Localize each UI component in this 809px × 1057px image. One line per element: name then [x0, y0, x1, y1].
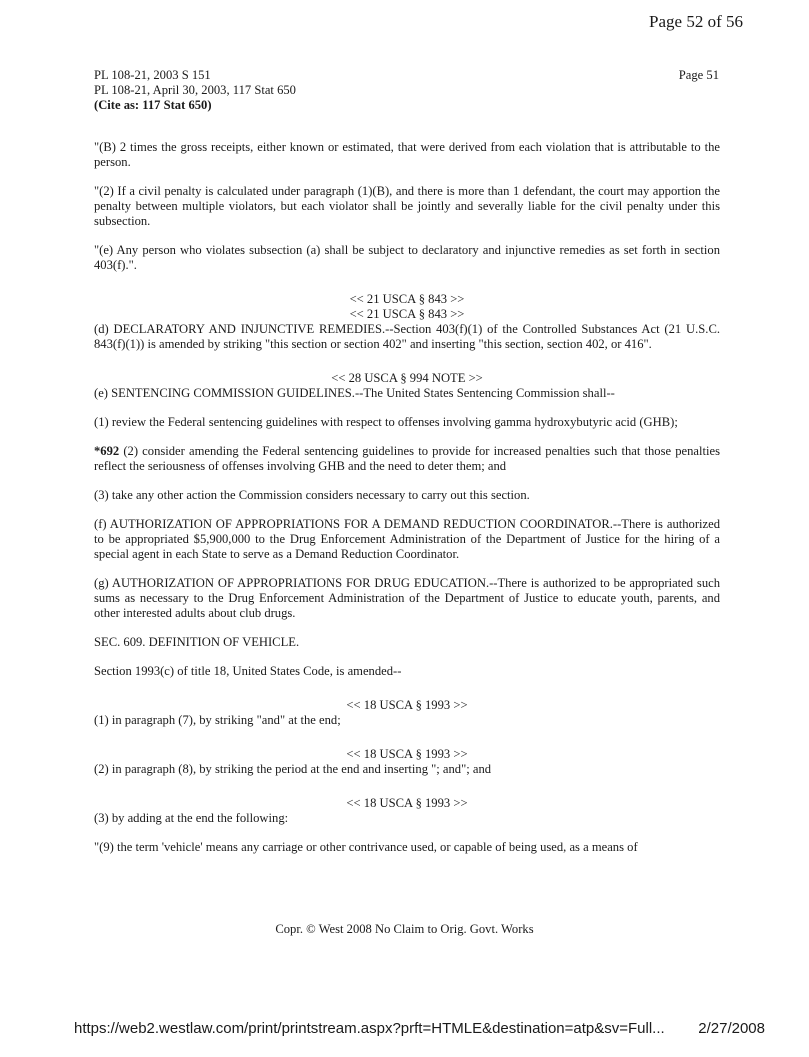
cite-as-line: (Cite as: 117 Stat 650)	[94, 98, 212, 112]
paragraph: (g) AUTHORIZATION OF APPROPRIATIONS FOR DRUG EDUCATION.--There is authorized to be appropriated such sums as necessary to the Drug Enforcement Administration of the Department of Justice to educate youth, parents, and other interested adults about club drugs.	[94, 576, 720, 620]
copyright-footer: Copr. © West 2008 No Claim to Orig. Govt. Works	[275, 922, 534, 936]
paragraph-text: (2) consider amending the Federal sentencing guidelines to provide for increased penalties such that those penalties reflect the seriousness of offenses involving GHB and the need to deter them; and	[94, 444, 720, 473]
paragraph: (f) AUTHORIZATION OF APPROPRIATIONS FOR A DEMAND REDUCTION COORDINATOR.--There is authorized to be appropriated $5,900,000 to the Drug Enforcement Administration of the Department of Justice for the hiring of a special agent in each State to serve as a Demand Reduction Coordinator.	[94, 517, 720, 561]
paragraph: (3) take any other action the Commission considers necessary to carry out this section.	[94, 488, 530, 502]
citation-block	[94, 68, 296, 113]
paragraph: Section 1993(c) of title 18, United States Code, is amended--	[94, 664, 402, 678]
star-page-marker: *692	[94, 444, 120, 458]
usca-reference: << 21 USCA § 843 >>	[349, 292, 465, 306]
print-date: 2/27/2008	[698, 1020, 765, 1037]
page-of-counter: Page 52 of 56	[649, 12, 743, 31]
paragraph: (1) in paragraph (7), by striking "and" at the end;	[94, 713, 341, 727]
paragraph: "(9) the term 'vehicle' means any carriage or other contrivance used, or capable of being used, as a means of	[94, 840, 638, 854]
print-url: https://web2.westlaw.com/print/printstream.aspx?prft=HTMLE&destination=atp&sv=Full...	[74, 1020, 665, 1037]
usca-reference: << 18 USCA § 1993 >>	[346, 796, 468, 810]
document-body	[94, 140, 720, 869]
paragraph: (d) DECLARATORY AND INJUNCTIVE REMEDIES.--Section 403(f)(1) of the Controlled Substances Act (21 U.S.C. 843(f)(1)) is amended by striking "this section or section 402" and inserting "this section, section 402, or 416".	[94, 322, 720, 351]
paragraph: "(B) 2 times the gross receipts, either known or estimated, that were derived from each violation that is attributable to the person.	[94, 140, 720, 169]
paragraph: (3) by adding at the end the following:	[94, 811, 289, 825]
usca-reference: << 21 USCA § 843 >>	[349, 307, 465, 321]
paragraph: (e) SENTENCING COMMISSION GUIDELINES.--The United States Sentencing Commission shall--	[94, 386, 615, 400]
section-heading: SEC. 609. DEFINITION OF VEHICLE.	[94, 635, 300, 649]
usca-reference: << 18 USCA § 1993 >>	[346, 698, 468, 712]
citation-line: PL 108-21, April 30, 2003, 117 Stat 650	[94, 83, 296, 97]
citation-line: PL 108-21, 2003 S 151	[94, 68, 211, 82]
paragraph: (1) review the Federal sentencing guidelines with respect to offenses involving gamma hydroxybutyric acid (GHB);	[94, 415, 678, 429]
paragraph	[94, 444, 720, 474]
paragraph: "(e) Any person who violates subsection (a) shall be subject to declaratory and injunctive remedies as set forth in section 403(f).".	[94, 243, 720, 272]
usca-reference: << 18 USCA § 1993 >>	[346, 747, 468, 761]
page-label: Page 51	[678, 68, 719, 82]
paragraph: "(2) If a civil penalty is calculated under paragraph (1)(B), and there is more than 1 defendant, the court may apportion the penalty between multiple violators, but each violator shall be jointly and severally liable for the civil penalty under this subsection.	[94, 184, 720, 228]
paragraph: (2) in paragraph (8), by striking the period at the end and inserting "; and"; and	[94, 762, 492, 776]
usca-reference: << 28 USCA § 994 NOTE >>	[331, 371, 483, 385]
